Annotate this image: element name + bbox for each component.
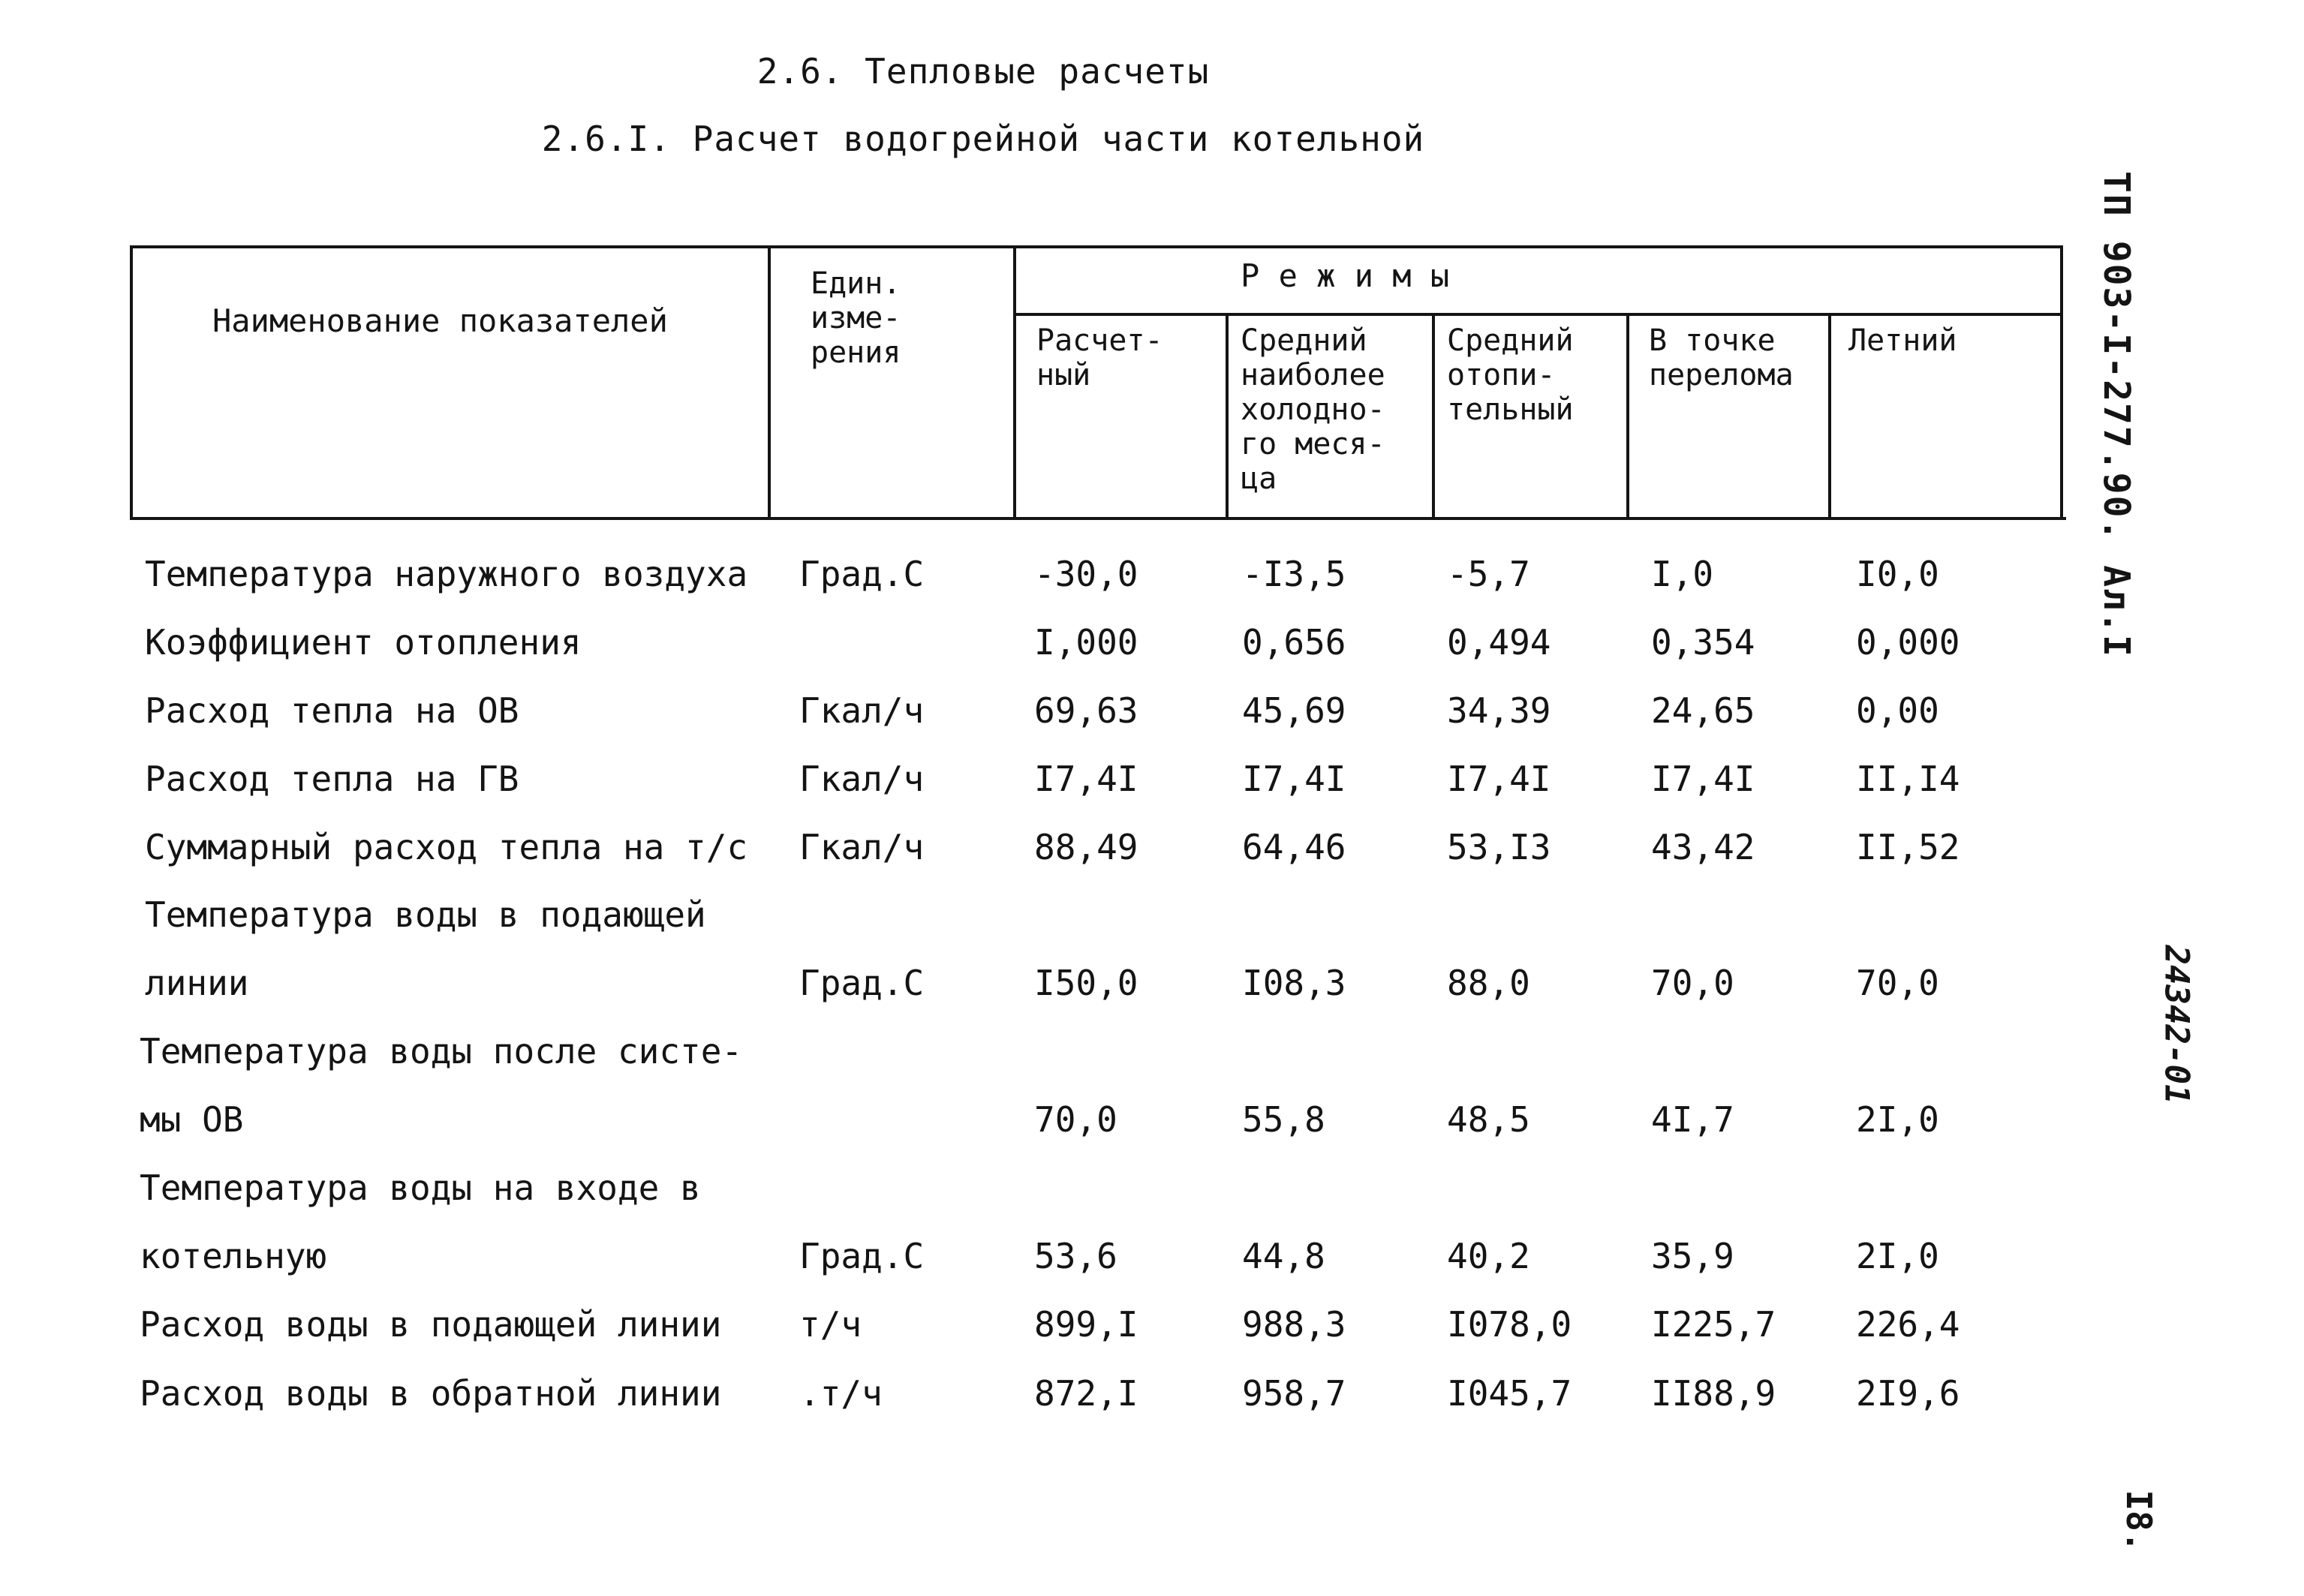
row-unit: Гкал/ч — [799, 759, 925, 799]
table-row — [0, 1168, 1966, 1235]
row-value: 988,3 — [1242, 1304, 1346, 1345]
row-label: Расход тепла на ГВ — [145, 759, 519, 799]
row-value: 0,494 — [1447, 622, 1551, 663]
divider-mode-1 — [1226, 313, 1229, 520]
header-mode-heating-avg: Средний отопи- тельный — [1447, 323, 1574, 427]
row-value: I7,4I — [1034, 759, 1138, 799]
page-number: I8. — [2119, 1489, 2159, 1552]
row-value: 958,7 — [1242, 1373, 1346, 1414]
header-modes: Р е ж и м ы — [1241, 257, 1450, 294]
table-row — [0, 1236, 1966, 1303]
row-value: 2I9,6 — [1856, 1373, 1960, 1414]
row-value: I7,4I — [1651, 759, 1755, 799]
header-mode-coldest-month: Средний наиболее холодно- го меся- ца — [1241, 323, 1385, 496]
row-value: I0,0 — [1856, 554, 1939, 594]
row-unit: .т/ч — [799, 1373, 883, 1414]
row-value: 0,000 — [1856, 622, 1960, 663]
row-value: I045,7 — [1447, 1373, 1572, 1414]
row-label: Расход воды в обратной линии — [140, 1373, 722, 1414]
table-row — [0, 622, 1966, 690]
row-value: -I3,5 — [1242, 554, 1346, 594]
row-value: II,I4 — [1856, 759, 1960, 799]
table-top-border — [130, 245, 2063, 248]
row-value: 34,39 — [1447, 690, 1551, 731]
row-value: 44,8 — [1242, 1236, 1325, 1276]
row-unit: Град.С — [799, 554, 925, 594]
row-value: I7,4I — [1242, 759, 1346, 799]
row-value: 24,65 — [1651, 690, 1755, 731]
table-row — [0, 1099, 1966, 1167]
table-row — [0, 554, 1966, 621]
row-label: котельную — [140, 1236, 327, 1276]
divider-mode-4 — [1828, 313, 1831, 520]
row-value: 35,9 — [1651, 1236, 1734, 1276]
divider-name-unit — [768, 245, 771, 520]
row-value: 69,63 — [1034, 690, 1138, 731]
row-value: 2I,0 — [1856, 1099, 1939, 1140]
document-code: ТП 903-I-277.90. Ал.I — [2095, 171, 2137, 658]
row-value: 43,42 — [1651, 827, 1755, 867]
row-value: 48,5 — [1447, 1099, 1530, 1140]
row-label: Суммарный расход тепла на т/с — [145, 827, 748, 867]
table-row — [0, 690, 1966, 758]
page-title: 2.6. Тепловые расчеты — [756, 51, 1210, 92]
row-value: 88,49 — [1034, 827, 1138, 867]
row-label: мы ОВ — [140, 1099, 244, 1140]
divider-unit-modes — [1013, 245, 1016, 520]
row-label: Температура воды в подающей — [145, 894, 706, 935]
row-value: 226,4 — [1856, 1304, 1960, 1345]
row-label: Расход тепла на ОВ — [145, 690, 519, 731]
header-mode-summer: Летний — [1848, 323, 1957, 358]
row-value: 70,0 — [1856, 963, 1939, 1003]
row-value: 55,8 — [1242, 1099, 1325, 1140]
section-title: 2.6.I. Расчет водогрейной части котельной — [541, 119, 1425, 159]
table-row — [0, 1304, 1966, 1372]
row-value: I7,4I — [1447, 759, 1551, 799]
header-table — [130, 245, 2066, 520]
divider-mode-2 — [1432, 313, 1435, 520]
row-value: 64,46 — [1242, 827, 1346, 867]
header-mode-design: Расчет- ный — [1036, 323, 1163, 392]
row-unit: Град.С — [799, 1236, 925, 1276]
table-row — [0, 827, 1966, 894]
divider-mode-3 — [1626, 313, 1629, 520]
row-value: 70,0 — [1034, 1099, 1117, 1140]
row-value: I078,0 — [1447, 1304, 1572, 1345]
table-row — [0, 759, 1966, 826]
row-unit: Град.С — [799, 963, 925, 1003]
row-unit: Гкал/ч — [799, 690, 925, 731]
row-value: II88,9 — [1651, 1373, 1776, 1414]
row-value: 45,69 — [1242, 690, 1346, 731]
row-unit: Гкал/ч — [799, 827, 925, 867]
row-label: Температура воды после систе- — [140, 1031, 743, 1072]
row-value: 0,354 — [1651, 622, 1755, 663]
row-value: 899,I — [1034, 1304, 1138, 1345]
row-value: 88,0 — [1447, 963, 1530, 1003]
row-value: 0,00 — [1856, 690, 1939, 731]
row-value: -5,7 — [1447, 554, 1530, 594]
row-unit: т/ч — [799, 1304, 862, 1345]
row-value: I08,3 — [1242, 963, 1346, 1003]
row-label: линии — [145, 963, 249, 1003]
row-label: Температура воды на входе в — [140, 1168, 701, 1208]
row-label: Расход воды в подающей линии — [140, 1304, 722, 1345]
row-label: Температура наружного воздуха — [145, 554, 748, 594]
row-value: II,52 — [1856, 827, 1960, 867]
row-value: I50,0 — [1034, 963, 1138, 1003]
document-number: 24342-01 — [2157, 945, 2196, 1105]
table-right-border — [2060, 245, 2063, 518]
table-row — [0, 1373, 1966, 1441]
row-value: 53,6 — [1034, 1236, 1117, 1276]
table-row — [0, 894, 1966, 962]
row-value: 0,656 — [1242, 622, 1346, 663]
row-value: 70,0 — [1651, 963, 1734, 1003]
table-row — [0, 1031, 1966, 1099]
row-value: I,0 — [1651, 554, 1714, 594]
row-value: I225,7 — [1651, 1304, 1776, 1345]
row-value: 872,I — [1034, 1373, 1138, 1414]
row-label: Коэффициент отопления — [145, 622, 582, 663]
table-row — [0, 963, 1966, 1030]
table-left-border — [130, 245, 133, 520]
row-value: 4I,7 — [1651, 1099, 1734, 1140]
header-name: Наименование показателей — [212, 302, 668, 339]
row-value: I,000 — [1034, 622, 1138, 663]
row-value: -30,0 — [1034, 554, 1138, 594]
header-mode-break-point: В точке перелома — [1649, 323, 1794, 392]
row-value: 2I,0 — [1856, 1236, 1939, 1276]
row-value: 40,2 — [1447, 1236, 1530, 1276]
table-bottom-border — [130, 517, 2066, 520]
row-value: 53,I3 — [1447, 827, 1551, 867]
header-unit: Един. изме- рения — [811, 266, 901, 370]
modes-divider — [1013, 313, 2063, 316]
